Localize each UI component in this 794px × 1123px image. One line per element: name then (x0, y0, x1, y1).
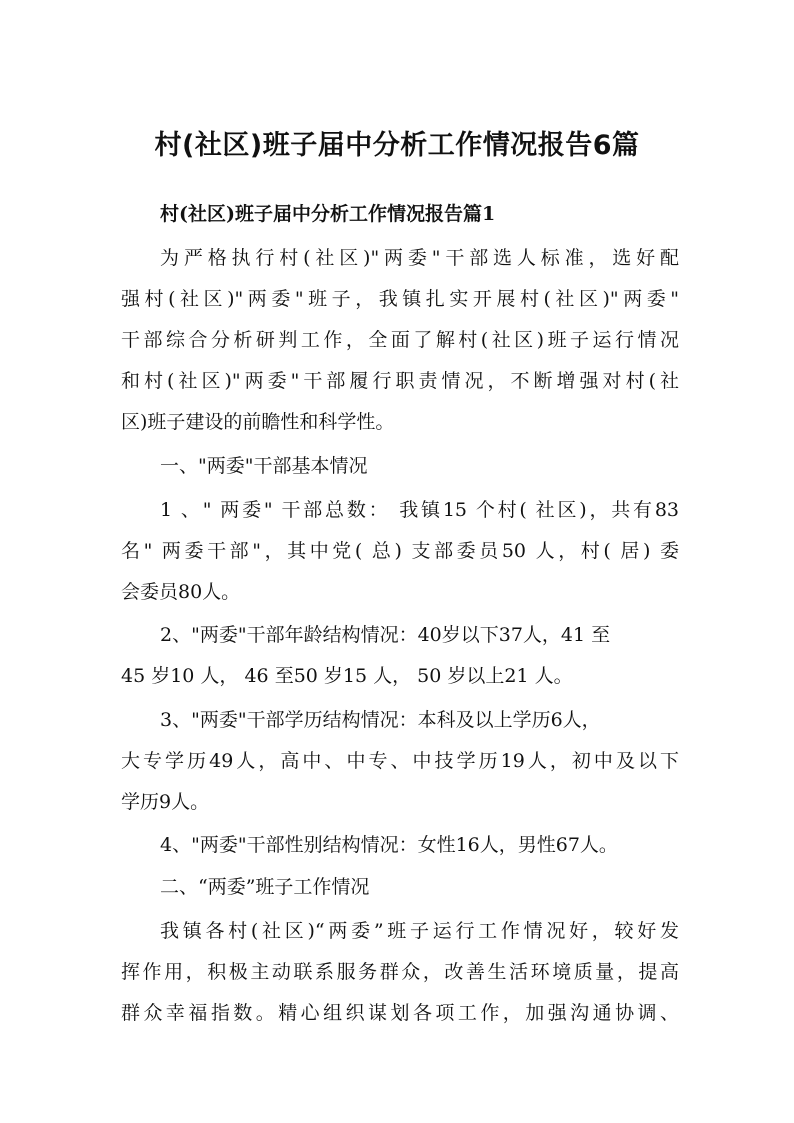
paragraph-line: 区)班子建设的前瞻性和科学性。 (121, 411, 395, 433)
paragraph-line: 强村(社区)"两委"班子，我镇扎实开展村(社区)"两委" (121, 288, 679, 310)
document-title: 村(社区)班子届中分析工作情况报告6篇 (154, 130, 640, 161)
paragraph-line: 干部综合分析研判工作，全面了解村(社区)班子运行情况 (121, 329, 679, 351)
section-heading: 二、“两委”班子工作情况 (160, 876, 370, 898)
paragraph-line: 大专学历49人，高中、中专、中技学历19人，初中及以下 (121, 750, 679, 772)
paragraph-line: 1 、" 两委" 干部总数： 我镇15 个村( 社区)，共有83 (160, 499, 679, 521)
paragraph-line: 名" 两委干部"，其中党( 总) 支部委员50 人，村( 居) 委 (121, 540, 679, 562)
paragraph-line: 2、"两委"干部年龄结构情况：40岁以下37人，41 至 (160, 624, 611, 646)
paragraph-line: 群众幸福指数。精心组织谋划各项工作，加强沟通协调、 (121, 1002, 679, 1024)
section-subtitle: 村(社区)班子届中分析工作情况报告篇1 (160, 203, 496, 225)
paragraph-line: 和村(社区)"两委"干部履行职责情况，不断增强对村(社 (121, 370, 679, 392)
paragraph-line: 为严格执行村(社区)"两委"干部选人标准，选好配 (160, 247, 679, 269)
paragraph-line: 会委员80人。 (121, 581, 241, 603)
paragraph-line: 学历9人。 (121, 791, 210, 813)
paragraph-line: 4、"两委"干部性别结构情况：女性16人，男性67人。 (160, 834, 618, 856)
paragraph-line: 45 岁10 人， 46 至50 岁15 人， 50 岁以上21 人。 (121, 665, 573, 687)
paragraph-line: 我镇各村(社区)“两委”班子运行工作情况好，较好发 (160, 920, 679, 942)
section-heading: 一、"两委"干部基本情况 (160, 455, 368, 477)
paragraph-line: 挥作用，积极主动联系服务群众，改善生活环境质量，提高 (121, 961, 679, 983)
paragraph-line: 3、"两委"干部学历结构情况：本科及以上学历6人， (160, 709, 601, 731)
